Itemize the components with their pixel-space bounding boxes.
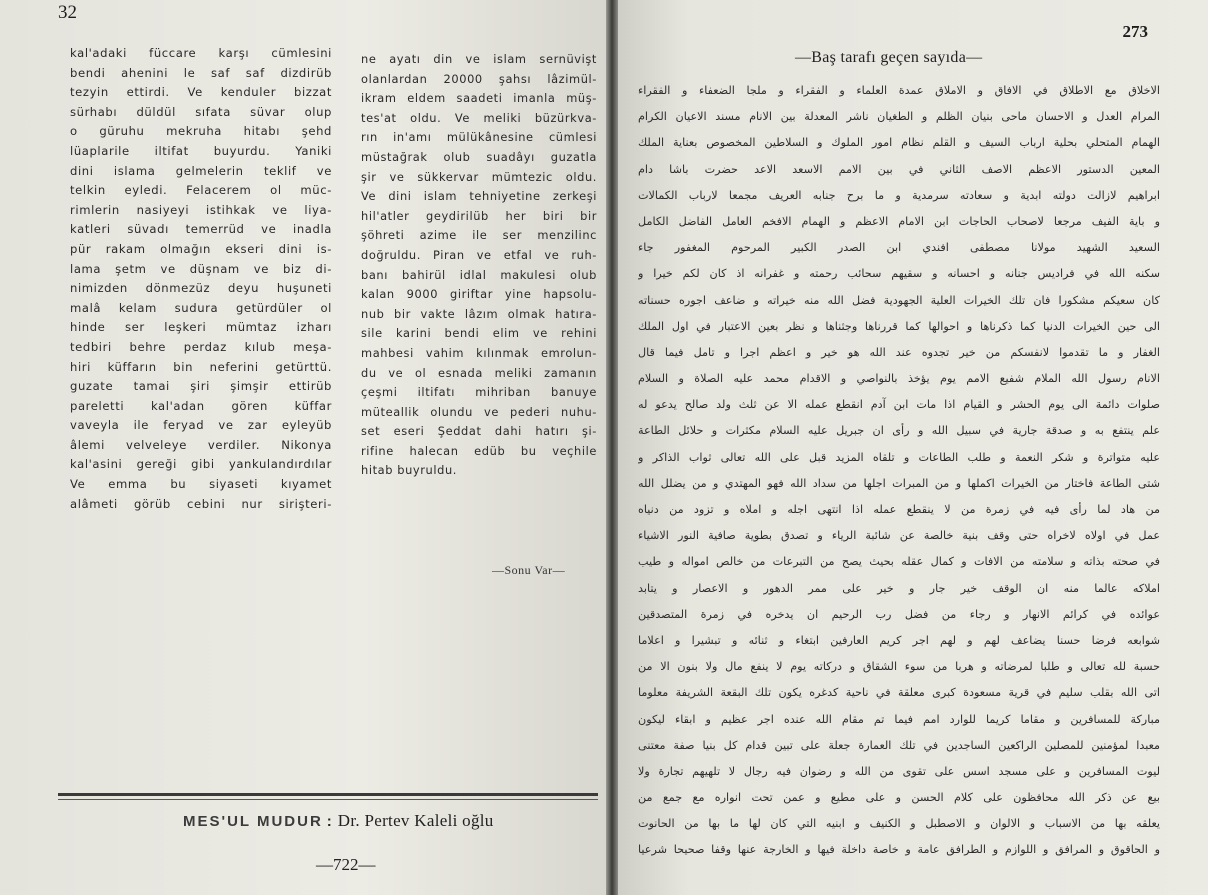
arabic-text-line: الى حين الخيرات الدنيا كما ذكرناها و احوالها كما قررناها وجثناها و نظر بعين الاعتبار في اول الملك bbox=[638, 319, 1160, 333]
text-line: şir ve sükkervar mümtezic oldu. bbox=[361, 169, 597, 184]
text-line: doğruldu. Piran ve etfal ve ruh- bbox=[361, 247, 597, 262]
arabic-text-line: اتى الله بقلب سليم في قرية مسعودة كبرى معلقة في ناحية كدغره يكون تلك البقعة الشريفة معلوما bbox=[638, 686, 1160, 700]
text-line: hitab buyruldu. bbox=[361, 463, 458, 478]
text-line: banı bahirül idlal makulesi olub bbox=[361, 267, 597, 282]
text-line: pür rakam olmağın ekseri dini is- bbox=[70, 241, 332, 256]
text-line: tes'at oldu. Ve meliki büzürkva- bbox=[361, 110, 597, 125]
arabic-text-line: يعلقه بها من الاسباب و الالوان و الاصطبل و الكنيف و ابنيه التي كان لها ما بها من الحانوت bbox=[638, 817, 1160, 831]
text-line: du ve ol esnada meliki zamanın bbox=[361, 365, 597, 380]
arabic-text-line: مباركة للمسافرين و مقاما كريما للوارد امم فيما تم مقام الله عنده اجر عظيم و ابقاء ليكون bbox=[638, 712, 1160, 726]
arabic-text-line: و باية الفيف مرجعا لاصحاب الحاجات ابن الامام الاعظم و الهمام الافخم العامل الفاضل الكامل bbox=[638, 214, 1160, 228]
text-line: olanlardan 20000 şahsı lâzimül- bbox=[361, 71, 597, 86]
page-number: 32 bbox=[58, 2, 77, 23]
arabic-text-line: السعيد الشهيد مولانا مصطفى افندي ابن الصدر الكبير المرحوم المغفور جاء bbox=[638, 241, 1160, 255]
arabic-text-line: علم ينتفع به و صدقة جارية في سبيل الله و رأى ان جبريل عليه السلام مكثرات و حلائل الطاعة bbox=[638, 424, 1160, 438]
text-line: âlemi velveleye verdiler. Nikonya bbox=[70, 437, 332, 452]
page-number-right: 273 bbox=[1122, 22, 1148, 41]
arabic-text-line: بيع عن ذكر الله محافظون على كلام الحسن و على مطيع و عمن تحت انواره مع جمع من bbox=[638, 791, 1160, 805]
text-line: rifine halecan edüb bu veçhile bbox=[361, 443, 597, 458]
text-line: tezyin ettirdi. Ve kenduler bizzat bbox=[70, 85, 332, 100]
footer-page-number: —722— bbox=[316, 855, 376, 874]
arabic-text-line: الهمام المتحلي بحلية ارباب السيف و القلم نظام امور الملوك و السلاطين المخصوص بعناية الملك bbox=[638, 136, 1160, 150]
text-line: müteallik olundu ve pederi nuhu- bbox=[361, 404, 597, 419]
editor-name: Dr. Pertev Kaleli oğlu bbox=[337, 811, 494, 830]
arabic-text-line: عمل في اولاه لاخراه حتى وقف بنية خالصة عن شائبة الرياء و تصدق بطوية صافية النور الاشياء bbox=[638, 529, 1160, 543]
text-column-left bbox=[70, 44, 332, 514]
arabic-text-line: كان سعيكم مشكورا فان تلك الخيرات العلية الجهودية فضل الله منه خيراته و ضاعف اجوره حسناته bbox=[638, 293, 1160, 307]
text-line: malâ kelam sudura getürdüler ol bbox=[70, 300, 332, 315]
text-line: katleri süvadı temerrüd ve inadla bbox=[70, 222, 332, 237]
arabic-text-block bbox=[638, 78, 1160, 864]
footer-rule bbox=[58, 793, 598, 796]
text-line: şöhreti azime ile ser menzilinc bbox=[361, 228, 597, 243]
arabic-text-line: حسبة لله تعالى و طلبا لمرضاته و هربا من سوء الشقاق و دركاته يوم لا ينفع مال ولا بنون الا من bbox=[638, 660, 1160, 674]
text-line: alâmeti görüb cebini nur sirişteri- bbox=[70, 496, 332, 511]
arabic-text-line: سكنه الله في فراديس جنانه و احسانه و سقيهم سحائب رحمته و غفرانه اذ كان لكم خيرا و bbox=[638, 267, 1160, 281]
continuation-note: —Sonu Var— bbox=[492, 563, 566, 577]
arabic-text-line: المرام العدل و الاحسان ماحى بنيان الظلم و الطغيان ناشر المعدلة بين الانام مسند الاعيان الكرام bbox=[638, 110, 1160, 124]
text-line: o güruhu mekruha hitabı şehd bbox=[70, 124, 332, 139]
text-line: müstağrak olub suadâyı guzatla bbox=[361, 149, 597, 164]
right-page bbox=[618, 0, 1208, 895]
arabic-text-line: المعين الدستور الاعظم الاصف الثاني في بين الامم الاسعد الاعد حضرت باشا دام bbox=[638, 162, 1160, 176]
arabic-text-line: عليه متواترة و شكر النعمة و طلب الطاعات و تلقاه المزيد قبل على الله تعالى ثواب الذاكر و bbox=[638, 450, 1160, 464]
text-line: lüaplarile iltifat buyurdu. Yaniki bbox=[70, 143, 332, 158]
arabic-text-line: املاكه عالما منه ان الوقف خير جار و خير على ممر الدهور و الاعصار و يتابد bbox=[638, 581, 1160, 595]
text-line: hiri küffarın bin neferini getürttü. bbox=[70, 359, 332, 374]
text-line: lama şetm ve düşnam ve biz di- bbox=[70, 261, 332, 276]
arabic-text-line: شوابعه فرضا حسنا يضاعف لهم و لهم اجر كريم العارفين ابتغاء و ثنائه و تبشيرا و اعلاما bbox=[638, 633, 1160, 647]
text-line: tedbiri behre perdaz kılub meşa- bbox=[70, 339, 332, 354]
arabic-text-line: عوائده في كرائم الانهار و رجاء من فضل رب الرحيم ان يدخره في زمرة المتصدقين bbox=[638, 607, 1160, 621]
text-line: mahbesi vahim kılınmak emrolun- bbox=[361, 345, 597, 360]
text-line: çeşmi iltifatı mihriban banuye bbox=[361, 385, 597, 400]
text-line: telkin eyledi. Felacerem ol müc- bbox=[70, 183, 332, 198]
text-line: ne ayatı din ve islam sernüvişt bbox=[361, 52, 597, 66]
arabic-text-line: ليوت المسافرين و على مسجد اسس على تقوى من الله و رضوان فيه رجال لا تلهيهم تجارة ولا bbox=[638, 764, 1160, 778]
arabic-text-line: في صحته بذاته و سلامته من الافات و كمال عقله بحيث يصح من التبرعات من خالص امواله و طيب bbox=[638, 555, 1160, 569]
text-line: nub bir vakte lâzım olmak hatıra- bbox=[361, 306, 597, 321]
text-line: nimizden dönmezüz deyu huşuneti bbox=[70, 281, 332, 296]
text-line: sürhabı düldül sıfata süvar olup bbox=[70, 104, 332, 119]
text-line: set eseri Şeddat dahi hatırı şi- bbox=[361, 424, 597, 439]
text-line: hil'atler geydirilüb her biri bir bbox=[361, 208, 597, 223]
arabic-text-line: الاخلاق مع الاطلاق في الافاق و الاملاق عمدة العلماء و الفقراء و ملجا الضعفاء و الفقراء bbox=[638, 84, 1160, 97]
text-line: kalan 9000 giriftar yine hapsolu- bbox=[361, 287, 597, 302]
text-line: dini islama gelmelerin teklif ve bbox=[70, 163, 332, 178]
arabic-text-line: صلوات دائمة الى يوم الحشر و القيام اذا مات ابن آدم انقطع عمله الا عن ثلث ولد صالح يدعو له bbox=[638, 398, 1160, 412]
arabic-text-line: و الحاقوق و المرافق و اللوازم و الطرافق عامة و خاصة داخلة فيها و الخارجة عنها وقفا صحيحا شرعيا bbox=[638, 843, 1160, 857]
text-line: Ve dini islam tehniyetine zerkeşi bbox=[361, 189, 597, 204]
text-line: pareletti kal'adan gören küffar bbox=[70, 398, 332, 413]
editor-separator: : bbox=[326, 813, 332, 830]
continued-heading: —Baş tarafı geçen sayıda— bbox=[795, 49, 983, 66]
text-line: sile karini bendi elim ve rehini bbox=[361, 326, 597, 341]
text-line: rimlerin nasiyeyi istihkak ve liya- bbox=[70, 202, 332, 217]
editor-label: MES'UL MUDUR bbox=[183, 813, 323, 830]
arabic-text-line: الانام رسول الله الملام شفيع الامم يوم يؤخذ بالنواصي و الاقدام محمد عليه الصلاة و السلام bbox=[638, 372, 1160, 386]
text-line: hinde ser leşkeri mümtaz izharı bbox=[70, 320, 332, 335]
text-line: kal'adaki füccare karşı cümlesini bbox=[70, 46, 332, 60]
text-column-right bbox=[361, 50, 597, 481]
arabic-text-line: شتى الطاعة فاختار من الخيرات اكملها و من المبرات اجلها من سداد الله فهو المهتدي و من يضلل الله bbox=[638, 476, 1160, 490]
arabic-text-line: ابراهيم لازالت دولته ابدية و سعادته سرمدية و ما برح جنابه العريف مجمعا لارباب الكمالات bbox=[638, 188, 1160, 202]
text-line: Ve emma bu siyaseti kıyamet bbox=[70, 477, 332, 492]
text-line: guzate tamai şiri şimşir ettirüb bbox=[70, 379, 332, 394]
editor-credit bbox=[183, 811, 494, 831]
text-line: vaveyla ile feryad ve zar eyleyüb bbox=[70, 418, 332, 433]
arabic-text-line: من هاد لما رأى فيه في زمرة من لا ينقطع عمله اذا انتهى اجله و املاه و تزود من دنياه bbox=[638, 503, 1160, 516]
text-line: rın in'amı mülükânesine cümlesi bbox=[361, 130, 597, 145]
text-line: kal'asini gereği gibi yankulandırdılar bbox=[70, 457, 332, 472]
arabic-text-line: الغفار و ما تقدموا لانفسكم من خير تجدوه عند الله هو خير و اعظم اجرا و تامل فيما قال bbox=[638, 345, 1160, 359]
footer-rule-thin bbox=[58, 799, 598, 800]
text-line: bendi ahenini le saf saf dizdirüb bbox=[70, 65, 332, 80]
text-line: ikram eldem saadeti imanla müş- bbox=[361, 91, 597, 106]
book-gutter bbox=[606, 0, 618, 895]
arabic-text-line: معبدا لمؤمنين للمصلين الراكعين الساجدين في تلك العمارة جعلة على تبين قدام كل بنيا صفة معتنى bbox=[638, 738, 1160, 752]
